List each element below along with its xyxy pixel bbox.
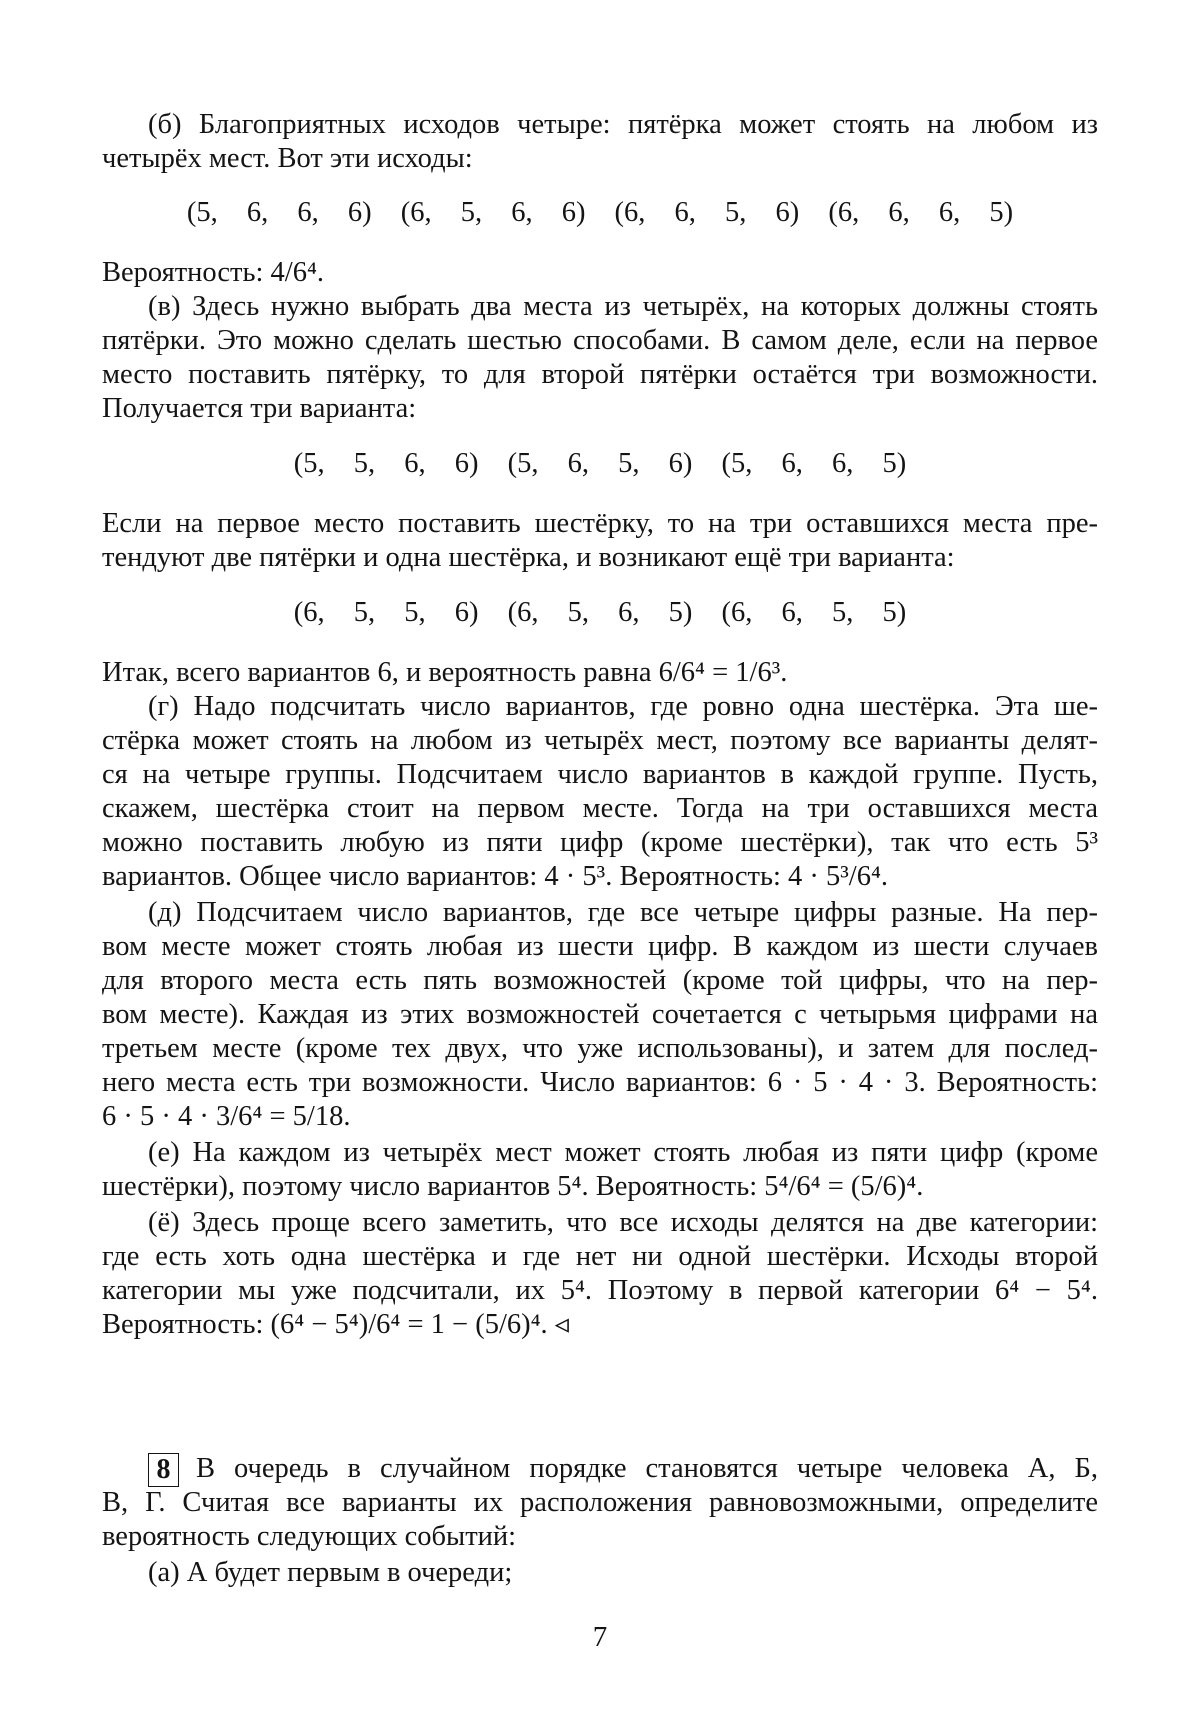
text-line: Если на первое место поставить шестёрку, то на три оставшихся места пре- [102, 508, 1098, 539]
text-line: стёрка может стоять на любом из четырёх мест, поэтому все варианты делят- [102, 725, 1098, 756]
text-line: 6 · 5 · 4 · 3/6⁴ = 5/18. [102, 1101, 351, 1132]
text-line: него места есть три возможности. Число вариантов: 6 · 5 · 4 · 3. Вероятность: [102, 1067, 1098, 1098]
display-formula: (5, 5, 6, 6) (5, 6, 5, 6) (5, 6, 6, 5) [293, 448, 907, 479]
text-line: пятёрки. Это можно сделать шестью способами. В самом деле, если на первое [102, 325, 1098, 356]
text-line: (ё) Здесь проще всего заметить, что все исходы делятся на две категории: [148, 1207, 1098, 1238]
text-line: (в) Здесь нужно выбрать два места из четырёх, на которых должны стоять [148, 291, 1098, 322]
text-line: вариантов. Общее число вариантов: 4 · 5³. Вероятность: 4 · 5³/6⁴. [102, 861, 889, 892]
display-formula: (6, 5, 5, 6) (6, 5, 6, 5) (6, 6, 5, 5) [293, 597, 907, 628]
text-line: вероятность следующих событий: [102, 1521, 517, 1552]
display-formula: (5, 6, 6, 6) (6, 5, 6, 6) (6, 6, 5, 6) (6, 6, 6, 5) [186, 197, 1014, 228]
problem-number-box: 8 [148, 1453, 179, 1487]
text-line: скажем, шестёрка стоит на первом месте. Тогда на три оставшихся места [102, 793, 1098, 824]
text-line: место поставить пятёрку, то для второй пятёрки остаётся три возможности. [102, 359, 1098, 390]
text-line: для второго места есть пять возможностей (кроме той цифры, что на пер- [102, 965, 1098, 996]
text-line: где есть хоть одна шестёрка и где нет ни одной шестёрки. Исходы второй [102, 1241, 1098, 1272]
text-line: Вероятность: (6⁴ − 5⁴)/6⁴ = 1 − (5/6)⁴. ◃ [102, 1309, 570, 1340]
text-line: категории мы уже подсчитали, их 5⁴. Поэтому в первой категории 6⁴ − 5⁴. [102, 1275, 1098, 1306]
text-line: Получается три варианта: [102, 393, 417, 424]
text-line: третьем месте (кроме тех двух, что уже использованы), и затем для послед- [102, 1033, 1098, 1064]
text-line: (б) Благоприятных исходов четыре: пятёрка может стоять на любом из [148, 109, 1098, 140]
text-line: Итак, всего вариантов 6, и вероятность равна 6/6⁴ = 1/6³. [102, 657, 788, 688]
text-line: (г) Надо подсчитать число вариантов, где ровно одна шестёрка. Эта ше- [148, 691, 1098, 722]
text-line: вом месте может стоять любая из шести цифр. В каждом из шести случаев [102, 931, 1098, 962]
text-line: ся на четыре группы. Подсчитаем число вариантов в каждой группе. Пусть, [102, 759, 1098, 790]
text-line: тендуют две пятёрки и одна шестёрка, и возникают ещё три варианта: [102, 542, 955, 573]
text-line: четырёх мест. Вот эти исходы: [102, 143, 473, 174]
text-line: В очередь в случайном порядке становятся четыре человека А, Б, [196, 1453, 1098, 1484]
text-line: Вероятность: 4/6⁴. [102, 257, 325, 288]
text-line: вом месте). Каждая из этих возможностей сочетается с четырьмя цифрами на [102, 999, 1098, 1030]
text-line: можно поставить любую из пяти цифр (кроме шестёрки), так что есть 5³ [102, 827, 1098, 858]
text-line: В, Г. Считая все варианты их расположения равновозможными, определите [102, 1487, 1098, 1518]
page-number: 7 [592, 1621, 608, 1653]
text-line: шестёрки), поэтому число вариантов 5⁴. Вероятность: 5⁴/6⁴ = (5/6)⁴. [102, 1171, 924, 1202]
text-line: (а) А будет первым в очереди; [148, 1557, 513, 1588]
text-line: (д) Подсчитаем число вариантов, где все четыре цифры разные. На пер- [148, 897, 1098, 928]
text-line: (е) На каждом из четырёх мест может стоять любая из пяти цифр (кроме [148, 1137, 1098, 1168]
